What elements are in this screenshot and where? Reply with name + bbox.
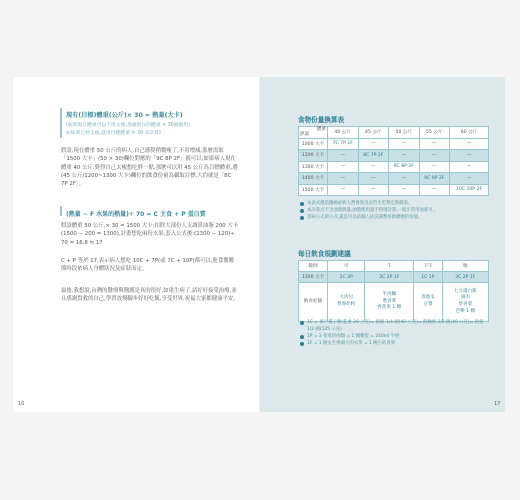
page-number-right: 17: [494, 401, 501, 407]
table-cell: —: [389, 150, 420, 162]
table-cell: 1C 1P: [414, 272, 443, 283]
table2-header: 晚: [442, 261, 488, 272]
note-text: 當病公式與公式,還是可以依個人症況調整仿飲體重的份量。: [307, 215, 423, 220]
corner-weight-label: 體重: [316, 127, 326, 133]
table-cell: 10C 10P 2F: [450, 184, 489, 196]
table2-notes: [300, 319, 490, 347]
portion-formula: (熱量 − F 水果的熱量)÷ 70 = C 主食 + P 蛋白質: [66, 211, 206, 218]
table-cell: 3C 2P 1F: [442, 272, 488, 283]
table-cell: —: [328, 173, 359, 185]
table-cell: 7C 7P 1F: [328, 138, 359, 150]
menu-cell: 蒸地瓜 豆漿: [414, 283, 443, 322]
daily-meal-plan-table: [298, 260, 489, 322]
table-row: [299, 261, 489, 272]
table-cell: —: [358, 138, 389, 150]
table2-header: 午: [365, 261, 414, 272]
menu-cell: 大肉包 營養奶粉: [328, 283, 365, 322]
note-item: [300, 319, 490, 333]
note-text: 1P = 3 指寬的肉類 = 1 顆雞蛋 = 240ml 牛奶: [307, 334, 400, 339]
row-kcal: 1000 大卡: [299, 138, 328, 150]
formula-note-2: 如如果已經太瘦,就用目標體重 × 30 來計算): [66, 131, 161, 136]
table-cell: —: [358, 184, 389, 196]
note-text: 1C = 麥片種子類(乾重 20 公克)= 熱飯 1/4 碗(40 公克)= 熱麵條 1/2 碗(40 公克)= 熱粥 1/2 碗(125 公克): [307, 320, 484, 332]
row-kcal: 1400 大卡: [299, 173, 328, 185]
table-cell: —: [328, 184, 359, 196]
row-label: 飲食紀錄: [299, 283, 328, 322]
note-item: [300, 214, 437, 221]
bullet-icon: [300, 209, 304, 213]
row-kcal: 1200 大卡: [299, 150, 328, 162]
table-cell: 9C 8P 2F: [389, 161, 420, 173]
table-cell: —: [419, 161, 450, 173]
table-row: [299, 150, 489, 162]
table1-notes: [300, 200, 437, 221]
table-cell: —: [328, 161, 359, 173]
table-row: [299, 184, 489, 196]
table-cell: —: [450, 161, 489, 173]
table-cell: —: [450, 150, 489, 162]
table-cell: —: [389, 184, 420, 196]
table-cell: 2C 3P: [328, 272, 365, 283]
bullet-icon: [300, 202, 304, 206]
table2-header: 範例: [299, 261, 328, 272]
note-text: 本計算式不含油脂熱量,油脂使用量不特別計算,一般正常用油即可。: [307, 208, 438, 213]
table1-title: 食物份量換算表: [298, 116, 345, 124]
bullet-icon: [300, 335, 304, 339]
table-cell: —: [419, 184, 450, 196]
table-row: [299, 272, 489, 283]
portion-conversion-table: [298, 126, 489, 196]
table-cell: 8C 7P 2F: [358, 150, 389, 162]
table2-header: 早: [328, 261, 365, 272]
table-cell: —: [389, 173, 420, 185]
note-item: [300, 340, 490, 347]
formula2-accent-bar: [60, 206, 62, 216]
table-cell: 9C 9P 2F: [419, 173, 450, 185]
table-cell: 3C 2P 1F: [365, 272, 414, 283]
row-kcal: 1300 大卡: [299, 161, 328, 173]
note-item: [300, 200, 437, 207]
table1-col-header: 40 公斤: [328, 127, 359, 139]
note-item: [300, 333, 490, 340]
table2-header: 下午: [414, 261, 443, 272]
body-paragraph-1: 假設,現在體重 50 公斤的病人,自己感覺稍微瘦了,不用增減,那麼需取「1500 大卡」(50 × 30)欄位對應的「9C 8P 2F」就可以;如果病人現在體重 40 公斤,覺得自己太瘦想吃胖一點,那麼可以用 45 公斤為目標體重,選(45 公斤/1200~1300 大卡)欄位的飲食份量為攝取目標,大約就是「8C 7P 2F」。: [61, 148, 238, 188]
table-cell: —: [358, 161, 389, 173]
table1-col-header: 60 公斤: [450, 127, 489, 139]
table-cell: —: [358, 173, 389, 185]
table-row: [299, 283, 489, 322]
table1-col-header: 55 公斤: [419, 127, 450, 139]
bullet-icon: [300, 216, 304, 220]
row-kcal: 1300 大卡: [299, 272, 328, 283]
table-cell: —: [419, 138, 450, 150]
page-number-left: 16: [18, 401, 25, 407]
table-row: [299, 161, 489, 173]
table-cell: —: [389, 138, 420, 150]
note-text: 本表式僅依據癌症病人營養狀況表皆生吃利定熱簡表。: [307, 201, 413, 206]
body-paragraph-4: 最後,我想說,台灣的醫療與醫護是真的很好,如果生病了,請好好接受治療,並且感謝貴救的自己,學習放慢腳步好好吃飯,享受世界,祝福大家都健康平安。: [61, 288, 239, 303]
body-paragraph-2: 假設體重 50 公斤,× 30 = 1500 大卡;扣除大部份人支調算油脂 200 大卡(1500 − 200 = 1300),計畫想吃兩份水果,套入公式後:(1300 − 120)÷ 70 = 16.8 ≒ 17: [61, 223, 239, 246]
note-text: 1F = 1 個女生拳頭大的水果 = 1 碗小的青果: [307, 341, 396, 346]
formula-accent-bar: [60, 108, 62, 138]
table-cell: —: [450, 173, 489, 185]
formula-note-1: (如果現在體重可以不用太瘦,那麼現在的體重 × 30就夠用): [66, 123, 190, 128]
menu-cell: 七分滿白飯 滷肉 炒青菜 芭樂 1 顆: [442, 283, 488, 322]
table1-corner: [299, 127, 328, 139]
body-paragraph-3: C + P 等於 17,表示病人想吃 10C + 7P(或 7C + 10P)都可以,進食餐數節時段依病人身體狀況及症狀而定。: [61, 258, 235, 273]
corner-kcal-label: 熱量: [300, 132, 310, 138]
table1-col-header: 45 公斤: [358, 127, 389, 139]
note-item: [300, 207, 437, 214]
table1-col-header: 50 公斤: [389, 127, 420, 139]
bullet-icon: [300, 342, 304, 346]
table-row: [299, 138, 489, 150]
table-row: [299, 173, 489, 185]
row-kcal: 1500 大卡: [299, 184, 328, 196]
table-cell: —: [450, 138, 489, 150]
bullet-icon: [300, 321, 304, 325]
calorie-formula: 現有(目標)體重(公斤)× 30 = 熱量(大卡): [66, 112, 183, 119]
table-cell: —: [328, 150, 359, 162]
menu-cell: 半肉麵 燙青菜 香蕉果 1 顆: [365, 283, 414, 322]
table2-title: 每日飲食規劃建議: [298, 250, 351, 258]
table-cell: —: [419, 150, 450, 162]
